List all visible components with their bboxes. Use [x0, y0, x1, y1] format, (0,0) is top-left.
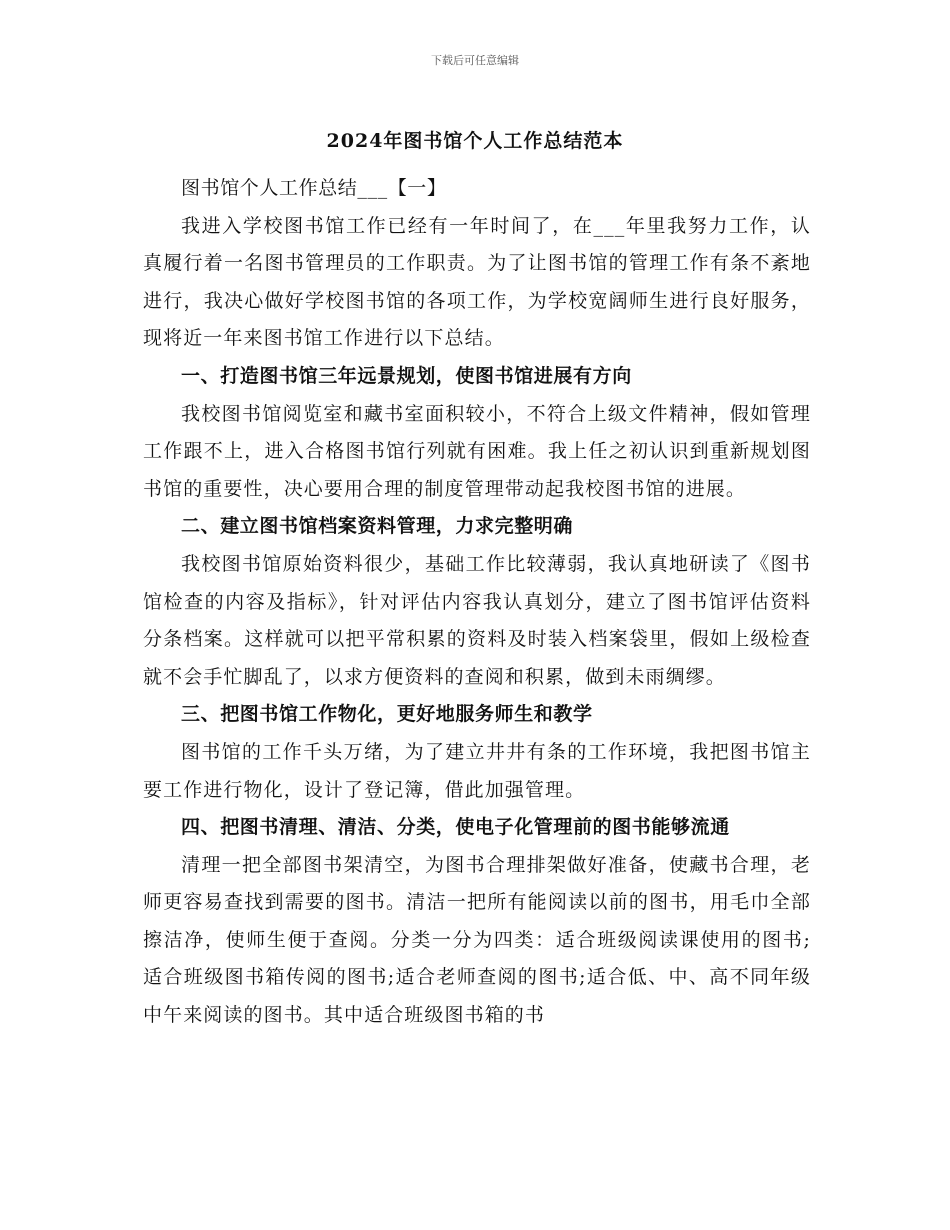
document-body — [143, 170, 811, 1035]
paragraph-4: 清理一把全部图书架清空，为图书合理排架做好准备，使藏书合理，老师更容易查找到需要的图书。清洁一把所有能阅读以前的图书，用毛巾全部擦洁净，使师生便于查阅。分类一分为四类：适合班级阅读课使用的图书;适合班级图书箱传阅的图书;适合老师查阅的图书;适合低、中、高不同年级中午来阅读的图书。其中适合班级图书箱的书 — [143, 853, 811, 1027]
document-title: 2024年图书馆个人工作总结范本 — [326, 130, 624, 152]
heading-2: 二、建立图书馆档案资料管理，力求完整明确 — [181, 515, 574, 538]
heading-1: 一、打造图书馆三年远景规划，使图书馆进展有方向 — [181, 364, 632, 387]
section-subtitle: 图书馆个人工作总结___【一】 — [181, 177, 447, 199]
header-note: 下载后可任意编辑 — [431, 54, 519, 67]
paragraph-intro: 我进入学校图书馆工作已经有一年时间了，在___年里我努力工作，认真履行着一名图书管理员的工作职责。为了让图书馆的管理工作有条不紊地进行，我决心做好学校图书馆的各项工作，为学校宽阔师生进行良好服务，现将近一年来图书馆工作进行以下总结。 — [143, 214, 811, 350]
heading-4: 四、把图书清理、清洁、分类，使电子化管理前的图书能够流通 — [181, 816, 730, 839]
paragraph-3: 图书馆的工作千头万绪，为了建立井井有条的工作环境，我把图书馆主要工作进行物化，设计了登记簿，借此加强管理。 — [143, 740, 811, 801]
paragraph-1: 我校图书馆阅览室和藏书室面积较小，不符合上级文件精神，假如管理工作跟不上，进入合格图书馆行列就有困难。我上任之初认识到重新规划图书馆的重要性，决心要用合理的制度管理带动起我校图书馆的进展。 — [143, 402, 811, 500]
paragraph-2: 我校图书馆原始资料很少，基础工作比较薄弱，我认真地研读了《图书馆检查的内容及指标》，针对评估内容我认真划分，建立了图书馆评估资料分条档案。这样就可以把平常积累的资料及时装入档案袋里，假如上级检查就不会手忙脚乱了，以求方便资料的查阅和积累，做到未雨绸缪。 — [143, 552, 811, 688]
heading-3: 三、把图书馆工作物化，更好地服务师生和教学 — [181, 703, 593, 726]
